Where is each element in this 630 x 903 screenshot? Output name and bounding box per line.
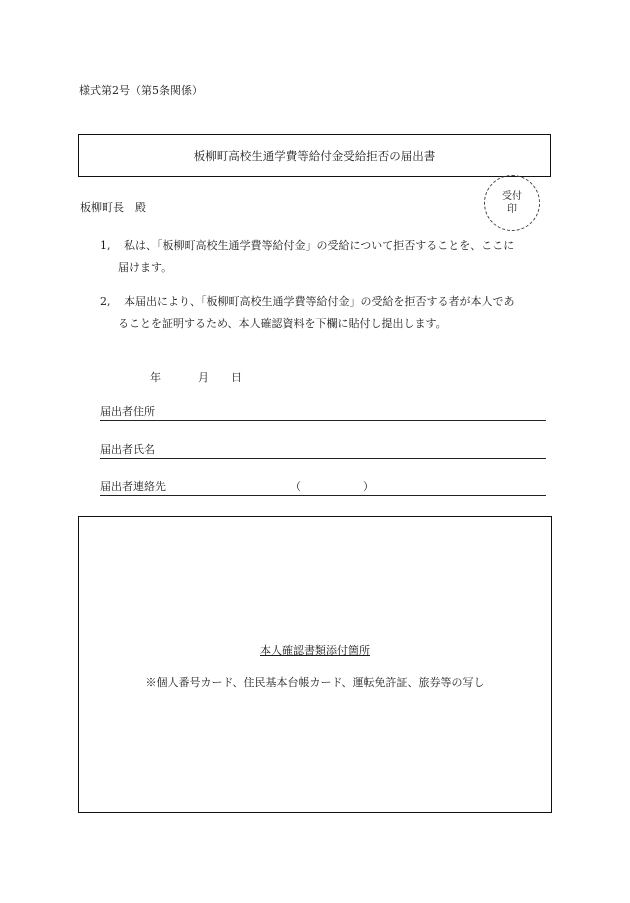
date-row [150, 369, 242, 385]
clause-text-line2: ることを証明するため、本人確認資料を下欄に貼付し提出します。 [118, 317, 447, 330]
date-day-label: 日 [231, 371, 242, 384]
id-document-attachment-box [78, 516, 552, 813]
reception-stamp-circle [484, 175, 540, 231]
applicant-contact-field[interactable] [100, 478, 546, 496]
applicant-name-field[interactable] [100, 441, 546, 459]
attachment-title [79, 642, 551, 658]
contact-paren-open: （ [290, 480, 301, 493]
stamp-label-seal: 印 [507, 204, 517, 215]
applicant-address-label: 届出者住所 [100, 405, 155, 418]
document-title-box [78, 134, 551, 177]
clause-2 [100, 291, 555, 335]
clause-text-line1: 本届出により、「板柳町高校生通学費等給付金」の受給を拒否する者が本人であ [124, 295, 515, 308]
clause-text-line2: 届けます。 [118, 261, 173, 274]
applicant-name-label: 届出者氏名 [100, 443, 155, 456]
stamp-label-received: 受付 [502, 191, 522, 202]
date-year-label: 年 [150, 371, 161, 384]
clause-number: 2, [100, 295, 111, 308]
clause-number: 1, [100, 239, 111, 252]
attachment-note: ※個人番号カード、住民基本台帳カード、運転免許証、旅券等の写し [145, 676, 485, 689]
applicant-address-field[interactable] [100, 403, 546, 421]
document-title: 板柳町高校生通学費等給付金受給拒否の届出書 [193, 148, 436, 163]
clause-1 [100, 235, 555, 279]
applicant-contact-label: 届出者連絡先 [100, 480, 166, 493]
attachment-title-text: 本人確認書類添付箇所 [260, 644, 370, 657]
addressee: 板柳町長 殿 [80, 201, 146, 214]
contact-paren-close: ） [363, 480, 374, 493]
form-number: 様式第2号（第5条関係） [79, 84, 203, 97]
date-month-label: 月 [198, 371, 209, 384]
clause-text-line1: 私は、「板柳町高校生通学費等給付金」の受給について拒否することを、ここに [124, 239, 515, 252]
